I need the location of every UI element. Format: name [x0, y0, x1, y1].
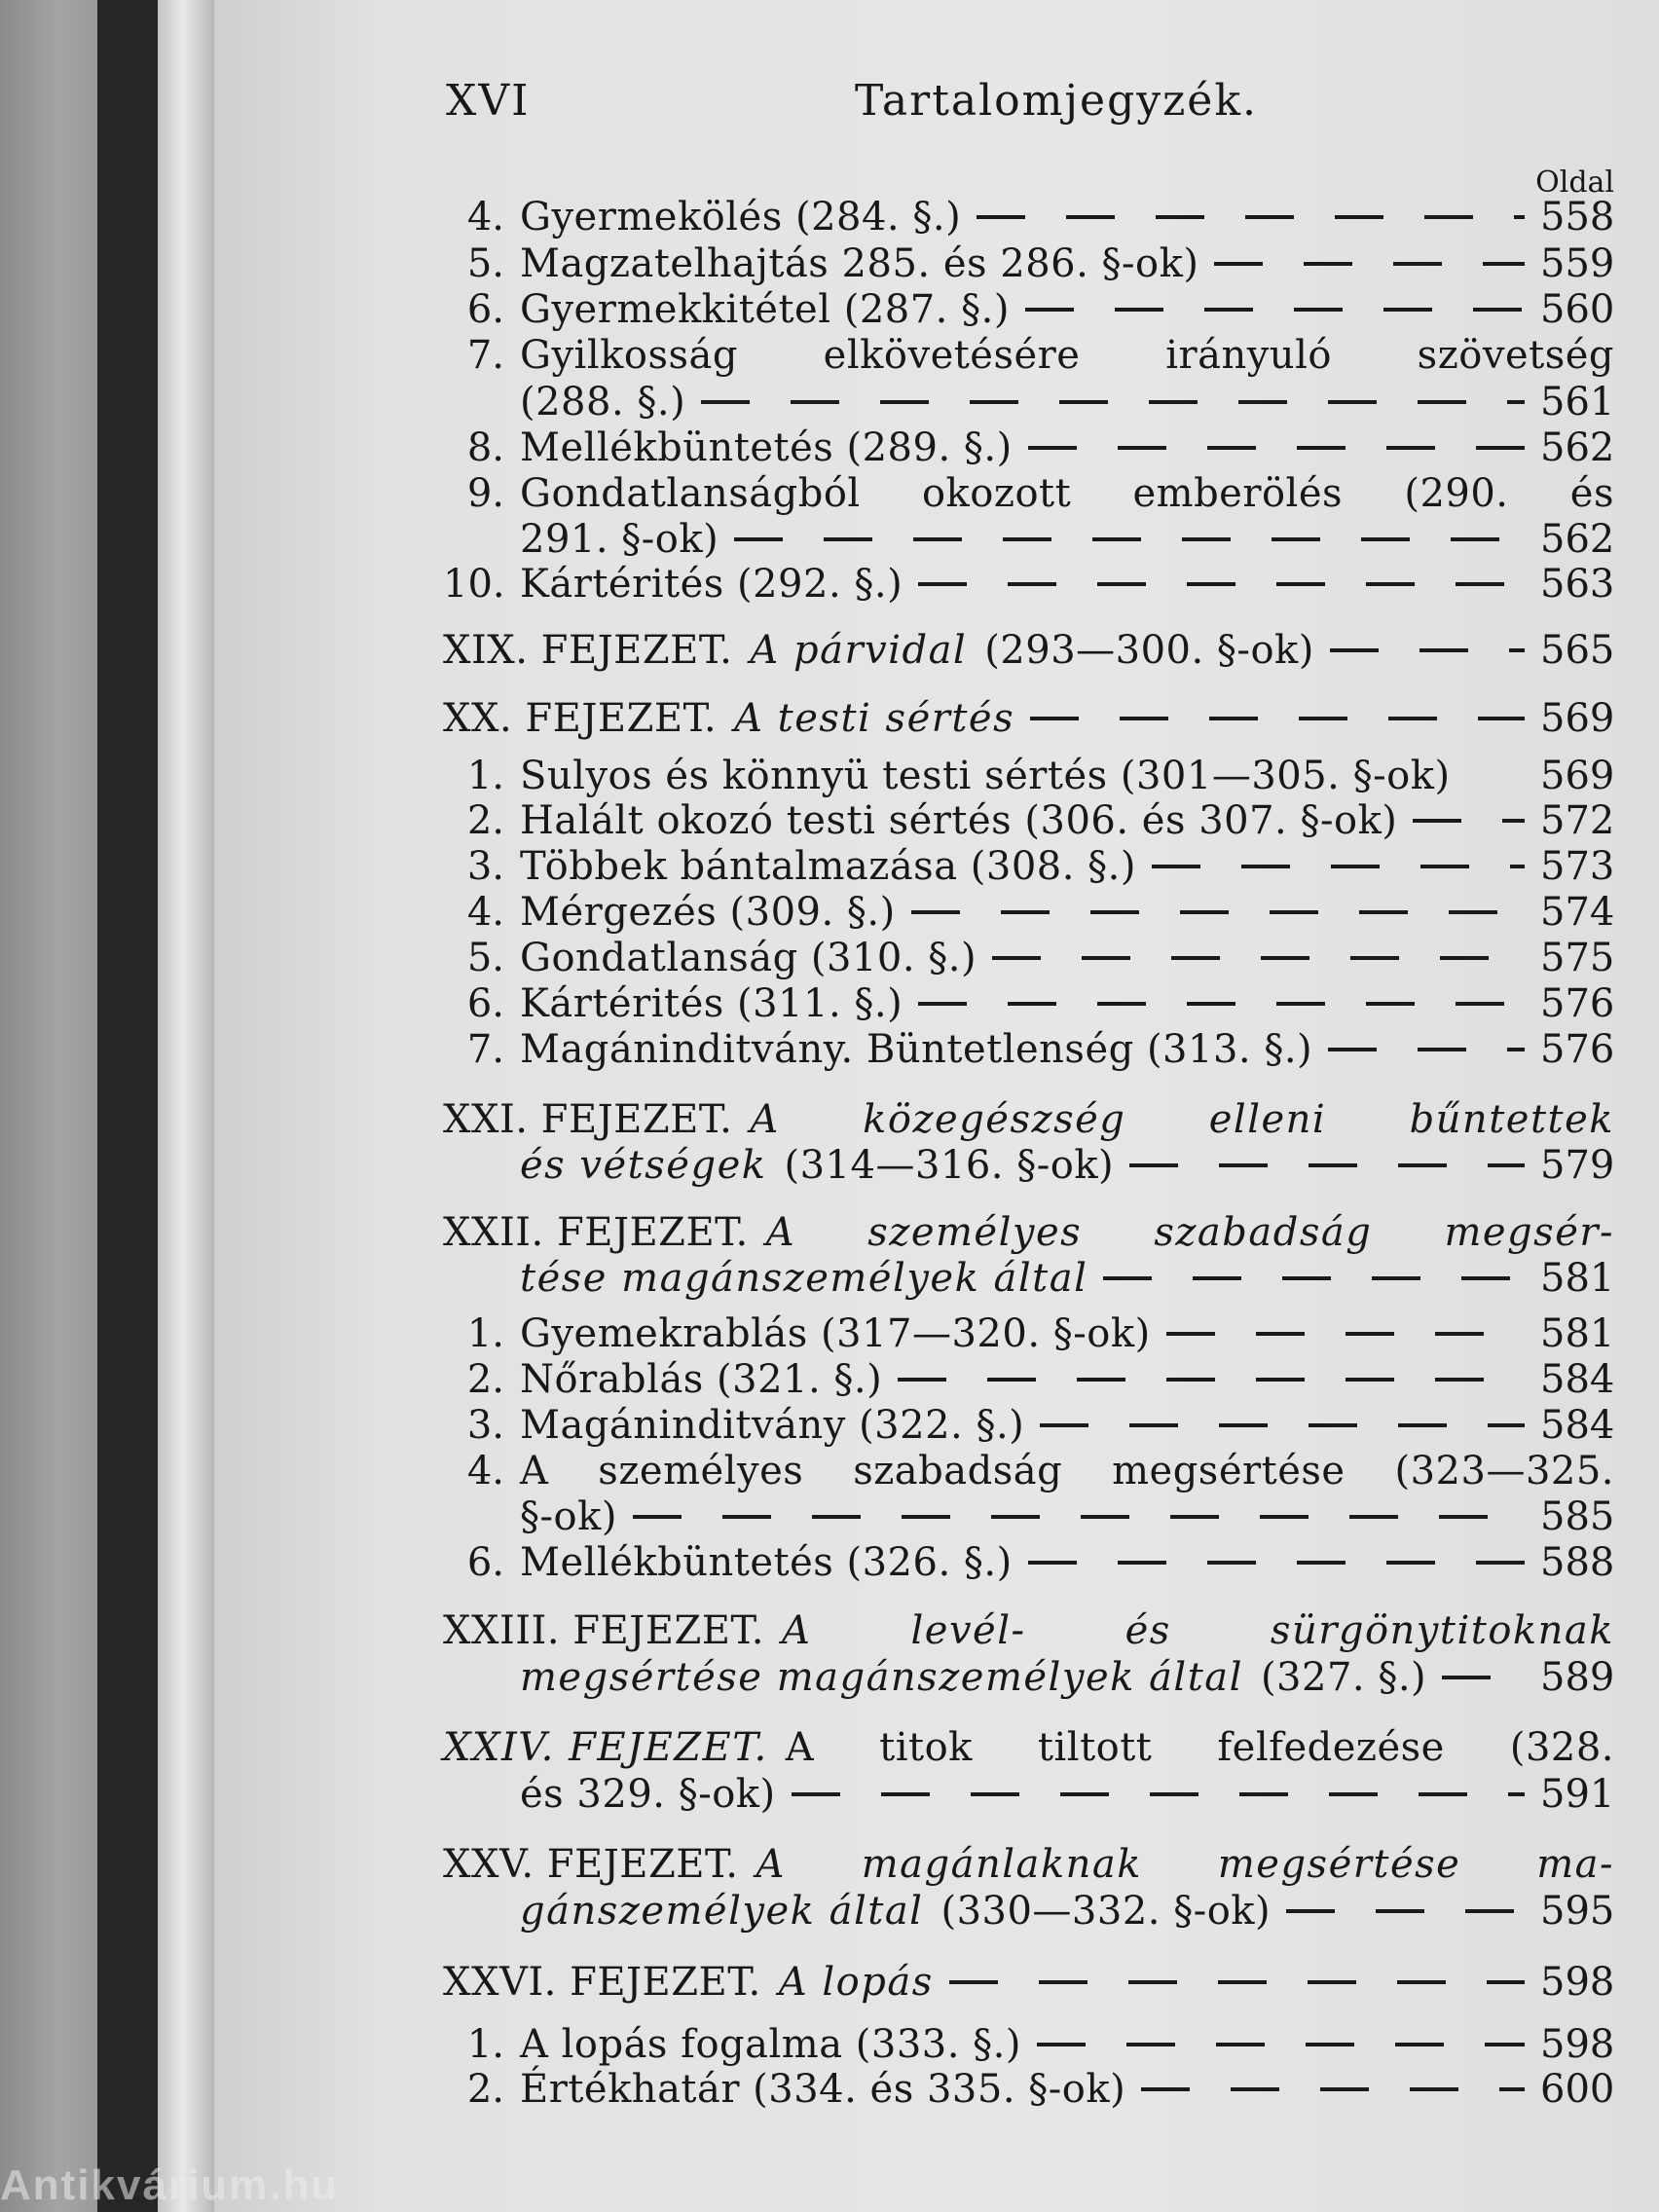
entry-page: 560: [1540, 287, 1615, 332]
chapter-heading: [443, 628, 1614, 673]
dash-leader: [1028, 1561, 1525, 1565]
entry-page: 559: [1540, 241, 1615, 286]
page-number: XVI: [446, 76, 531, 126]
chapter-heading: [443, 1842, 1614, 1887]
dash-leader: [1413, 819, 1525, 823]
dash-leader: [911, 910, 1525, 914]
chapter-label: XXIII. FEJEZET.: [443, 1608, 764, 1653]
entry-text: Magzatelhajtás 285. és 286. §-ok): [520, 241, 1199, 286]
dash-leader: [1330, 648, 1525, 652]
dash-leader: [1040, 1423, 1525, 1427]
entry-page: 584: [1540, 1357, 1615, 1402]
entry-number: 8.: [466, 425, 504, 470]
dash-leader: [1152, 865, 1525, 868]
book-spine: [97, 0, 158, 2212]
dash-leader: [1037, 2043, 1525, 2046]
entry-page: 581: [1540, 1311, 1615, 1356]
chapter-title: A lopás: [778, 1960, 934, 2005]
entry-page: 576: [1540, 981, 1615, 1026]
entry-text: Mellékbüntetés (326. §.): [520, 1540, 1013, 1585]
chapter-label: XXII. FEJEZET.: [443, 1210, 749, 1255]
entry-text: Értékhatár (334. és 335. §-ok): [520, 2067, 1126, 2112]
entry-number: 6.: [466, 287, 504, 332]
toc-entry: [443, 241, 1614, 286]
chapter-label: XXVI. FEJEZET.: [443, 1960, 761, 2005]
toc-entry: [443, 936, 1614, 980]
chapter-heading-continuation: [520, 1772, 1614, 1817]
toc-entry: [443, 890, 1614, 935]
entry-text: Kártérités (311. §.): [520, 981, 903, 1026]
page-stack-edge: [158, 0, 214, 2212]
entry-page: 561: [1540, 380, 1615, 424]
entry-text: 291. §-ok): [520, 517, 719, 562]
entry-number: 9.: [466, 471, 504, 516]
entry-page: 591: [1540, 1772, 1615, 1817]
entry-number: 6.: [466, 981, 504, 1026]
toc-entry: [443, 1540, 1614, 1585]
chapter-title: gánszemélyek által: [520, 1889, 924, 1934]
chapter-title: A párvidal: [750, 628, 968, 673]
toc-entry: [443, 1027, 1614, 1072]
entry-text: Gyermekkitétel (287. §.): [520, 287, 1010, 332]
chapter-heading: [443, 696, 1614, 741]
entry-page: 569: [1540, 696, 1615, 741]
entry-text: Gyilkosság elkövetésére irányuló szövetség: [520, 333, 1614, 378]
entry-page: 600: [1540, 2067, 1615, 2112]
toc-entry: [443, 798, 1614, 843]
chapter-title: tése magánszemélyek által: [520, 1256, 1088, 1301]
dash-leader: [1214, 262, 1525, 266]
dash-leader: [1442, 1676, 1525, 1679]
toc-entry: [443, 1311, 1614, 1356]
toc-entry: [443, 844, 1614, 889]
dash-leader: [977, 215, 1525, 219]
entry-number: 2.: [466, 2067, 504, 2112]
entry-number: 2.: [466, 1357, 504, 1402]
entry-number: 7.: [466, 333, 504, 378]
entry-page: 576: [1540, 1027, 1615, 1072]
toc-entry: [443, 2067, 1614, 2112]
entry-text: (327. §.): [1260, 1655, 1427, 1700]
entry-page: 584: [1540, 1403, 1615, 1448]
dash-leader: [1328, 1048, 1525, 1051]
toc-entry: [443, 195, 1614, 240]
toc-entry: [443, 333, 1614, 378]
entry-page: 562: [1540, 425, 1615, 470]
entry-page: 562: [1540, 517, 1615, 562]
entry-page: 595: [1540, 1889, 1615, 1934]
entry-page: 585: [1540, 1494, 1615, 1539]
chapter-heading: [443, 1097, 1614, 1142]
entry-text: Gyemekrablás (317—320. §-ok): [520, 1311, 1151, 1356]
toc-entry: [443, 562, 1614, 607]
entry-page: 569: [1540, 754, 1615, 798]
toc-entry: [443, 425, 1614, 470]
chapter-heading-continuation: [520, 1143, 1614, 1188]
dash-leader: [898, 1378, 1525, 1382]
chapter-label: XXI. FEJEZET.: [443, 1097, 733, 1142]
entry-text: (293—300. §-ok): [984, 628, 1314, 673]
dash-leader: [701, 400, 1525, 404]
dash-leader: [1166, 1332, 1525, 1336]
chapter-label: XX. FEJEZET.: [443, 696, 718, 741]
toc-entry: [443, 471, 1614, 516]
chapter-heading-continuation: [520, 1889, 1614, 1934]
entry-text: Kártérités (292. §.): [520, 562, 903, 607]
dash-leader: [1286, 1909, 1525, 1913]
entry-page: 565: [1540, 628, 1615, 673]
dash-leader: [1025, 308, 1525, 312]
chapter-heading: [443, 1725, 1614, 1770]
entry-number: 6.: [466, 1540, 504, 1585]
dash-leader: [633, 1515, 1525, 1519]
entry-text: Mérgezés (309. §.): [520, 890, 896, 935]
dash-leader: [918, 1002, 1525, 1006]
toc-entry: [443, 754, 1614, 798]
dash-leader: [1030, 717, 1525, 720]
entry-text: (314—316. §-ok): [784, 1143, 1115, 1188]
entry-text: Halált okozó testi sértés (306. és 307. §-ok): [520, 798, 1398, 843]
entry-text: (288. §.): [520, 380, 686, 424]
chapter-label: XXIV. FEJEZET.: [443, 1725, 768, 1770]
entry-number: 1.: [466, 1311, 504, 1356]
entry-page: 589: [1540, 1655, 1615, 1700]
chapter-heading-continuation: [520, 1655, 1614, 1700]
entry-number: 2.: [466, 798, 504, 843]
chapter-heading: [443, 1960, 1614, 2005]
entry-page: 598: [1540, 1960, 1615, 2005]
toc-entry-continuation: [520, 1494, 1614, 1539]
page-column-label: Oldal: [1535, 166, 1614, 200]
chapter-heading: [443, 1210, 1614, 1255]
entry-page: 575: [1540, 936, 1615, 980]
toc-entry: [443, 287, 1614, 332]
dash-leader: [1458, 774, 1532, 778]
chapter-title: A levél- és sürgönytitoknak: [781, 1608, 1614, 1653]
toc-entry-continuation: [520, 380, 1614, 424]
entry-text: Sulyos és könnyü testi sértés (301—305. §-ok): [520, 754, 1451, 798]
entry-page: 572: [1540, 798, 1615, 843]
entry-text: A titok tiltott felfedezése (328.: [785, 1725, 1614, 1770]
entry-number: 3.: [466, 844, 504, 889]
entry-text: Gyermekölés (284. §.): [520, 195, 962, 240]
entry-text: Magáninditvány. Büntetlenség (313. §.): [520, 1027, 1313, 1072]
toc-entry: [443, 1357, 1614, 1402]
entry-page: 588: [1540, 1540, 1615, 1585]
entry-text: Nőrablás (321. §.): [520, 1357, 883, 1402]
chapter-label: XIX. FEJEZET.: [443, 628, 733, 673]
entry-page: 598: [1540, 2022, 1615, 2067]
page-title: Tartalomjegyzék.: [855, 76, 1258, 126]
entry-number: 5.: [466, 241, 504, 286]
toc-entry-continuation: [520, 517, 1614, 562]
entry-page: 581: [1540, 1256, 1615, 1301]
toc-entry: [443, 1403, 1614, 1448]
dash-leader: [918, 582, 1525, 586]
dash-leader: [1028, 446, 1525, 450]
dash-leader: [992, 956, 1525, 960]
entry-text: §-ok): [520, 1494, 617, 1539]
dash-leader: [1141, 2087, 1525, 2091]
entry-page: 558: [1540, 195, 1615, 240]
toc-entry: [443, 981, 1614, 1026]
chapter-title: A magánlaknak megsértése ma-: [756, 1842, 1614, 1887]
entry-number: 10.: [443, 562, 505, 607]
entry-text: és 329. §-ok): [520, 1772, 776, 1817]
entry-text: Gondatlanságból okozott emberölés (290. és: [520, 471, 1614, 516]
entry-text: Mellékbüntetés (289. §.): [520, 425, 1013, 470]
dash-leader: [949, 1980, 1525, 1984]
entry-text: A személyes szabadság megsértése (323—325.: [520, 1449, 1614, 1493]
toc-entry: [443, 2022, 1614, 2067]
entry-number: 1.: [466, 2022, 504, 2067]
entry-text: (330—332. §-ok): [940, 1889, 1272, 1934]
dash-leader: [792, 1792, 1525, 1796]
chapter-title: A személyes szabadság megsér-: [765, 1210, 1614, 1255]
entry-page: 563: [1540, 562, 1615, 607]
chapter-title: A közegészség elleni bűntettek: [750, 1097, 1614, 1142]
entry-text: Gondatlanság (310. §.): [520, 936, 977, 980]
entry-number: 4.: [466, 890, 504, 935]
entry-number: 1.: [466, 754, 504, 798]
entry-number: 4.: [466, 195, 504, 240]
background-surface: [0, 0, 97, 2212]
entry-number: 5.: [466, 936, 504, 980]
watermark: Antikvárium.hu: [0, 2161, 340, 2209]
entry-text: Többek bántalmazása (308. §.): [520, 844, 1136, 889]
chapter-title: A testi sértés: [734, 696, 1015, 741]
entry-text: A lopás fogalma (333. §.): [520, 2022, 1021, 2067]
dash-leader: [734, 537, 1525, 541]
dash-leader: [1129, 1163, 1525, 1167]
entry-page: 579: [1540, 1143, 1615, 1188]
entry-number: 7.: [466, 1027, 504, 1072]
entry-number: 3.: [466, 1403, 504, 1448]
entry-number: 4.: [466, 1449, 504, 1493]
entry-text: Magáninditvány (322. §.): [520, 1403, 1025, 1448]
chapter-title: megsértése magánszemélyek által: [520, 1655, 1243, 1700]
chapter-label: XXV. FEJEZET.: [443, 1842, 739, 1887]
chapter-heading: [443, 1608, 1614, 1653]
entry-page: 573: [1540, 844, 1615, 889]
entry-page: 574: [1540, 890, 1615, 935]
dash-leader: [1103, 1276, 1525, 1280]
chapter-heading-continuation: [520, 1256, 1614, 1301]
chapter-title: és vétségek: [520, 1143, 767, 1188]
toc-entry: [443, 1449, 1614, 1493]
